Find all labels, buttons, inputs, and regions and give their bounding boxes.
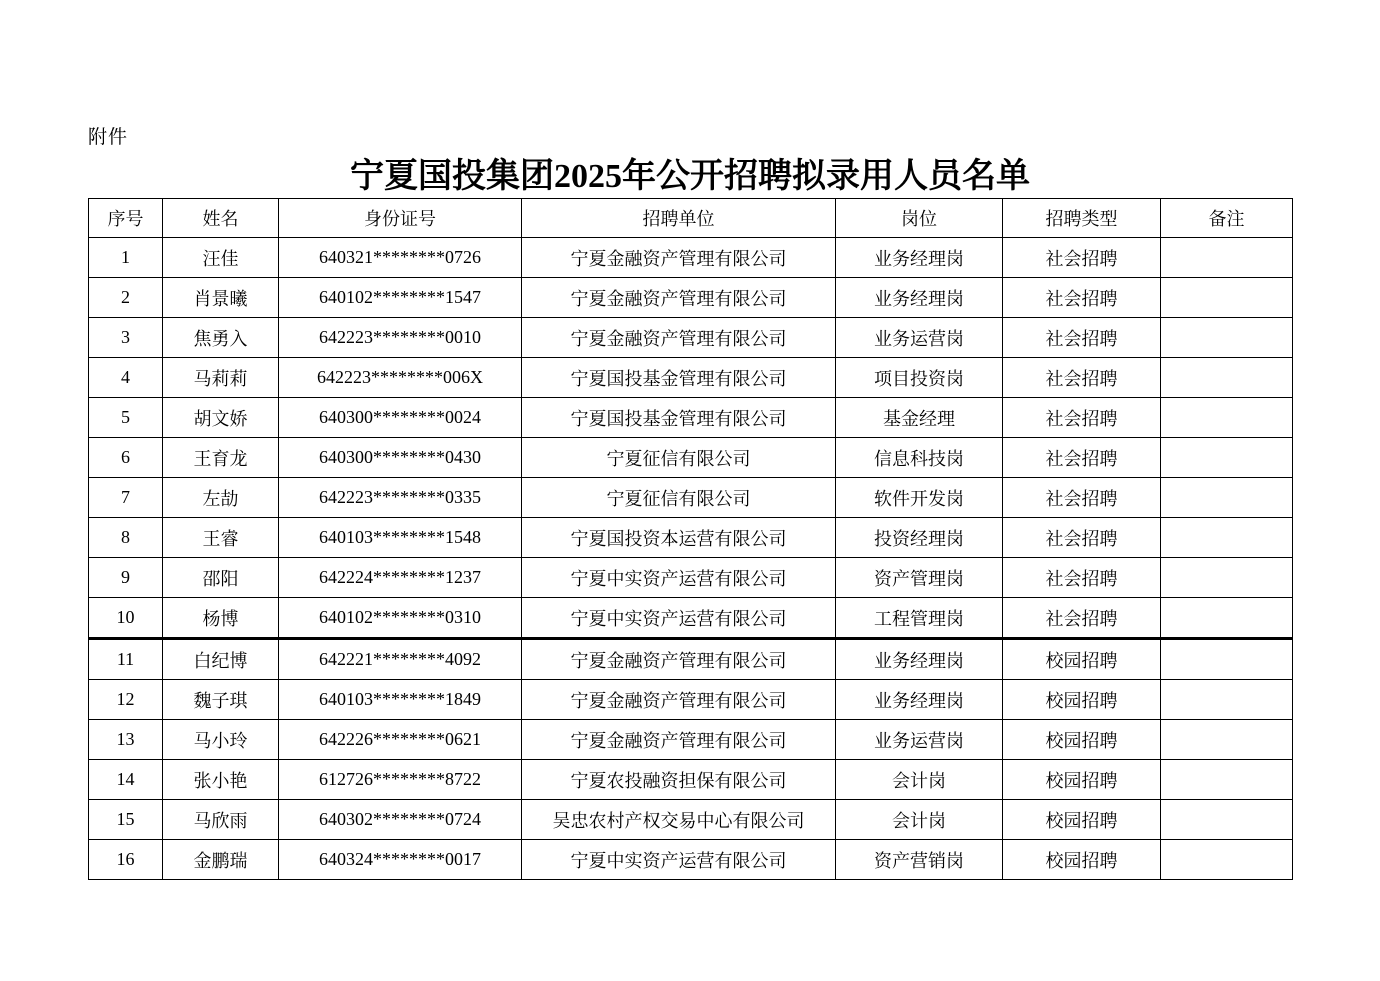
cell-id-number: 640302********0724 xyxy=(279,800,522,840)
cell-note xyxy=(1161,558,1293,598)
cell-unit: 宁夏中实资产运营有限公司 xyxy=(522,840,836,880)
table-row xyxy=(89,720,1293,760)
attachment-label: 附件 xyxy=(88,127,129,148)
cell-note xyxy=(1161,680,1293,720)
table-row xyxy=(89,800,1293,840)
table-header-row xyxy=(89,199,1293,238)
cell-unit: 吴忠农村产权交易中心有限公司 xyxy=(522,800,836,840)
cell-unit: 宁夏金融资产管理有限公司 xyxy=(522,720,836,760)
cell-post: 信息科技岗 xyxy=(836,438,1003,478)
cell-id-number: 640103********1548 xyxy=(279,518,522,558)
cell-post: 业务经理岗 xyxy=(836,238,1003,278)
roster-table xyxy=(88,198,1293,880)
cell-name: 张小艳 xyxy=(163,760,279,800)
cell-id-number: 640102********0310 xyxy=(279,598,522,639)
cell-name: 胡文娇 xyxy=(163,398,279,438)
cell-index: 8 xyxy=(89,518,163,558)
cell-recruit-type: 社会招聘 xyxy=(1003,318,1161,358)
cell-name: 杨博 xyxy=(163,598,279,639)
cell-index: 10 xyxy=(89,598,163,639)
cell-id-number: 640300********0430 xyxy=(279,438,522,478)
cell-recruit-type: 社会招聘 xyxy=(1003,358,1161,398)
cell-note xyxy=(1161,840,1293,880)
table-row xyxy=(89,278,1293,318)
table-row xyxy=(89,438,1293,478)
cell-name: 王育龙 xyxy=(163,438,279,478)
cell-id-number: 642223********006X xyxy=(279,358,522,398)
cell-name: 左劼 xyxy=(163,478,279,518)
cell-recruit-type: 社会招聘 xyxy=(1003,598,1161,639)
cell-recruit-type: 社会招聘 xyxy=(1003,398,1161,438)
column-header-type: 招聘类型 xyxy=(1003,199,1161,238)
cell-recruit-type: 校园招聘 xyxy=(1003,639,1161,680)
cell-id-number: 642223********0335 xyxy=(279,478,522,518)
cell-post: 业务经理岗 xyxy=(836,680,1003,720)
cell-note xyxy=(1161,478,1293,518)
column-header-id: 身份证号 xyxy=(279,199,522,238)
cell-name: 肖景曦 xyxy=(163,278,279,318)
cell-index: 5 xyxy=(89,398,163,438)
table-row xyxy=(89,558,1293,598)
cell-recruit-type: 校园招聘 xyxy=(1003,760,1161,800)
table-row xyxy=(89,639,1293,680)
cell-note xyxy=(1161,438,1293,478)
cell-name: 白纪博 xyxy=(163,639,279,680)
cell-note xyxy=(1161,398,1293,438)
column-header-name: 姓名 xyxy=(163,199,279,238)
cell-note xyxy=(1161,800,1293,840)
cell-index: 9 xyxy=(89,558,163,598)
cell-index: 3 xyxy=(89,318,163,358)
cell-post: 软件开发岗 xyxy=(836,478,1003,518)
cell-index: 15 xyxy=(89,800,163,840)
table-row xyxy=(89,398,1293,438)
cell-name: 焦勇入 xyxy=(163,318,279,358)
cell-name: 金鹏瑞 xyxy=(163,840,279,880)
cell-post: 业务经理岗 xyxy=(836,278,1003,318)
cell-index: 4 xyxy=(89,358,163,398)
cell-post: 业务运营岗 xyxy=(836,318,1003,358)
cell-index: 13 xyxy=(89,720,163,760)
cell-unit: 宁夏金融资产管理有限公司 xyxy=(522,680,836,720)
table-body xyxy=(89,238,1293,880)
cell-recruit-type: 社会招聘 xyxy=(1003,478,1161,518)
cell-id-number: 642226********0621 xyxy=(279,720,522,760)
cell-unit: 宁夏金融资产管理有限公司 xyxy=(522,238,836,278)
cell-id-number: 612726********8722 xyxy=(279,760,522,800)
table-row xyxy=(89,598,1293,639)
cell-note xyxy=(1161,639,1293,680)
cell-index: 16 xyxy=(89,840,163,880)
cell-post: 投资经理岗 xyxy=(836,518,1003,558)
column-header-unit: 招聘单位 xyxy=(522,199,836,238)
cell-id-number: 640103********1849 xyxy=(279,680,522,720)
cell-index: 14 xyxy=(89,760,163,800)
cell-post: 基金经理 xyxy=(836,398,1003,438)
cell-id-number: 642223********0010 xyxy=(279,318,522,358)
cell-unit: 宁夏国投基金管理有限公司 xyxy=(522,398,836,438)
cell-unit: 宁夏中实资产运营有限公司 xyxy=(522,598,836,639)
column-header-note: 备注 xyxy=(1161,199,1293,238)
cell-recruit-type: 校园招聘 xyxy=(1003,720,1161,760)
cell-name: 魏子琪 xyxy=(163,680,279,720)
cell-unit: 宁夏金融资产管理有限公司 xyxy=(522,639,836,680)
table-row xyxy=(89,358,1293,398)
cell-recruit-type: 校园招聘 xyxy=(1003,800,1161,840)
cell-index: 6 xyxy=(89,438,163,478)
cell-id-number: 642224********1237 xyxy=(279,558,522,598)
table-row xyxy=(89,840,1293,880)
cell-post: 会计岗 xyxy=(836,760,1003,800)
cell-recruit-type: 社会招聘 xyxy=(1003,438,1161,478)
cell-note xyxy=(1161,760,1293,800)
cell-name: 邵阳 xyxy=(163,558,279,598)
cell-post: 工程管理岗 xyxy=(836,598,1003,639)
cell-post: 业务运营岗 xyxy=(836,720,1003,760)
cell-post: 资产管理岗 xyxy=(836,558,1003,598)
cell-name: 汪佳 xyxy=(163,238,279,278)
cell-unit: 宁夏国投基金管理有限公司 xyxy=(522,358,836,398)
cell-id-number: 642221********4092 xyxy=(279,639,522,680)
cell-recruit-type: 社会招聘 xyxy=(1003,238,1161,278)
cell-recruit-type: 校园招聘 xyxy=(1003,680,1161,720)
cell-index: 12 xyxy=(89,680,163,720)
cell-unit: 宁夏金融资产管理有限公司 xyxy=(522,318,836,358)
cell-note xyxy=(1161,278,1293,318)
cell-note xyxy=(1161,318,1293,358)
cell-note xyxy=(1161,238,1293,278)
table-row xyxy=(89,760,1293,800)
roster-table-container xyxy=(88,198,1292,880)
cell-note xyxy=(1161,598,1293,639)
cell-name: 王睿 xyxy=(163,518,279,558)
cell-note xyxy=(1161,518,1293,558)
cell-unit: 宁夏征信有限公司 xyxy=(522,478,836,518)
column-header-post: 岗位 xyxy=(836,199,1003,238)
cell-id-number: 640102********1547 xyxy=(279,278,522,318)
cell-id-number: 640324********0017 xyxy=(279,840,522,880)
table-row xyxy=(89,318,1293,358)
cell-recruit-type: 社会招聘 xyxy=(1003,278,1161,318)
cell-note xyxy=(1161,720,1293,760)
cell-name: 马莉莉 xyxy=(163,358,279,398)
cell-recruit-type: 社会招聘 xyxy=(1003,518,1161,558)
cell-name: 马小玲 xyxy=(163,720,279,760)
cell-index: 1 xyxy=(89,238,163,278)
table-row xyxy=(89,680,1293,720)
cell-post: 项目投资岗 xyxy=(836,358,1003,398)
cell-note xyxy=(1161,358,1293,398)
page-title: 宁夏国投集团2025年公开招聘拟录用人员名单 xyxy=(350,158,1030,195)
table-row xyxy=(89,518,1293,558)
cell-post: 资产营销岗 xyxy=(836,840,1003,880)
cell-index: 2 xyxy=(89,278,163,318)
cell-post: 会计岗 xyxy=(836,800,1003,840)
cell-unit: 宁夏金融资产管理有限公司 xyxy=(522,278,836,318)
cell-post: 业务经理岗 xyxy=(836,639,1003,680)
cell-unit: 宁夏国投资本运营有限公司 xyxy=(522,518,836,558)
cell-index: 7 xyxy=(89,478,163,518)
table-row xyxy=(89,238,1293,278)
cell-id-number: 640321********0726 xyxy=(279,238,522,278)
table-header xyxy=(89,199,1293,238)
cell-recruit-type: 校园招聘 xyxy=(1003,840,1161,880)
cell-recruit-type: 社会招聘 xyxy=(1003,558,1161,598)
cell-unit: 宁夏农投融资担保有限公司 xyxy=(522,760,836,800)
cell-unit: 宁夏中实资产运营有限公司 xyxy=(522,558,836,598)
cell-unit: 宁夏征信有限公司 xyxy=(522,438,836,478)
cell-name: 马欣雨 xyxy=(163,800,279,840)
column-header-index: 序号 xyxy=(89,199,163,238)
cell-index: 11 xyxy=(89,639,163,680)
table-row xyxy=(89,478,1293,518)
cell-id-number: 640300********0024 xyxy=(279,398,522,438)
